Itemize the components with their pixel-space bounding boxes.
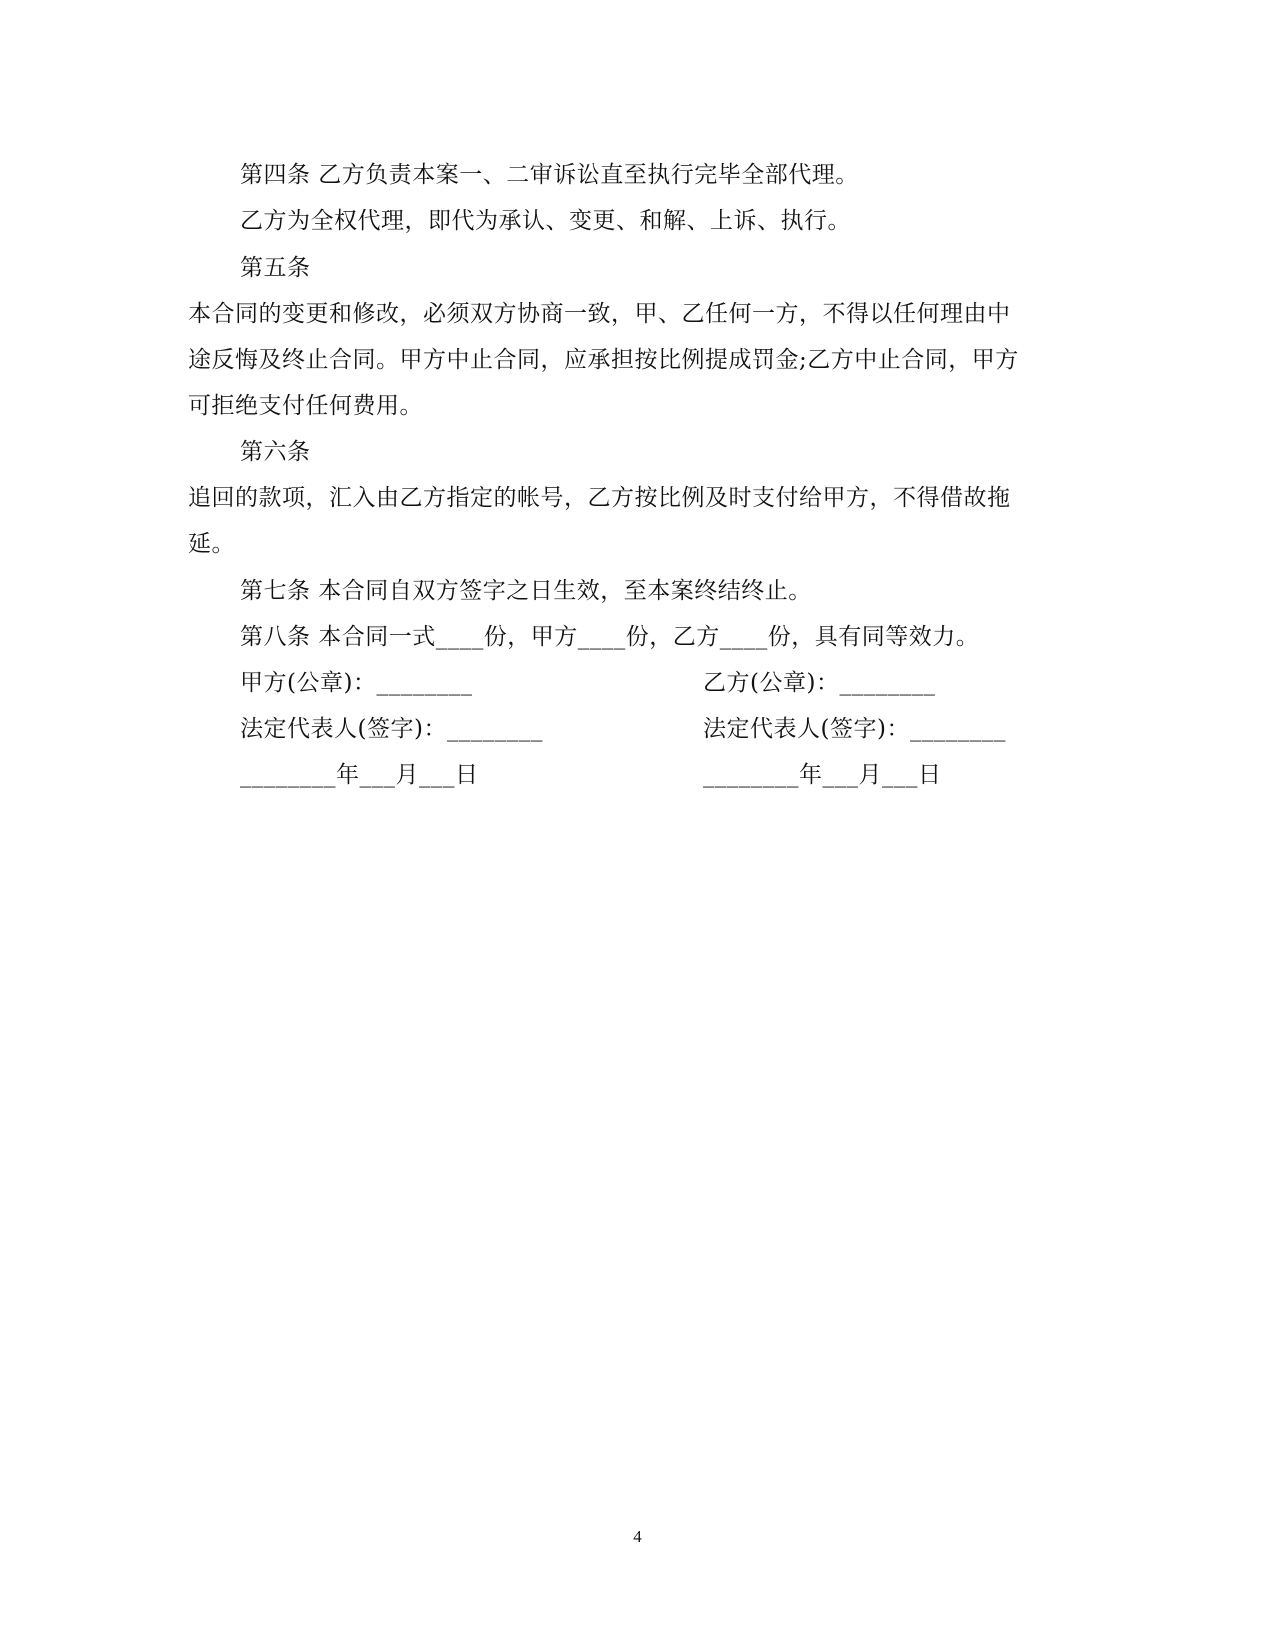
article-5-line-1: 本合同的变更和修改，必须双方协商一致，甲、乙任何一方，不得以任何理由中 <box>188 301 1011 327</box>
party-a-date: ________年___月___日 <box>240 762 479 788</box>
party-a-seal: 甲方(公章)：________ <box>240 670 473 696</box>
party-b-seal: 乙方(公章)：________ <box>703 670 936 696</box>
article-8: 第八条 本合同一式____份，甲方____份，乙方____份，具有同等效力。 <box>240 624 980 650</box>
party-b-date: ________年___月___日 <box>703 762 942 788</box>
page-number: 4 <box>633 1527 642 1546</box>
article-5-line-2: 途反悔及终止合同。甲方中止合同，应承担按比例提成罚金;乙方中止合同，甲方 <box>188 347 1019 373</box>
party-a-representative: 法定代表人(签字)：________ <box>240 716 543 742</box>
article-6-line-2: 延。 <box>188 531 235 557</box>
article-5-heading: 第五条 <box>240 255 311 281</box>
party-b-representative: 法定代表人(签字)：________ <box>703 716 1006 742</box>
article-4-line-1: 第四条 乙方负责本案一、二审诉讼直至执行完毕全部代理。 <box>240 162 859 188</box>
article-7: 第七条 本合同自双方签字之日生效，至本案终结终止。 <box>240 578 812 604</box>
article-6-line-1: 追回的款项，汇入由乙方指定的帐号，乙方按比例及时支付给甲方，不得借故拖 <box>188 485 1011 511</box>
article-5-line-3: 可拒绝支付任何费用。 <box>188 393 423 419</box>
article-6-heading: 第六条 <box>240 439 311 465</box>
article-4-line-2: 乙方为全权代理，即代为承认、变更、和解、上诉、执行。 <box>240 208 851 234</box>
